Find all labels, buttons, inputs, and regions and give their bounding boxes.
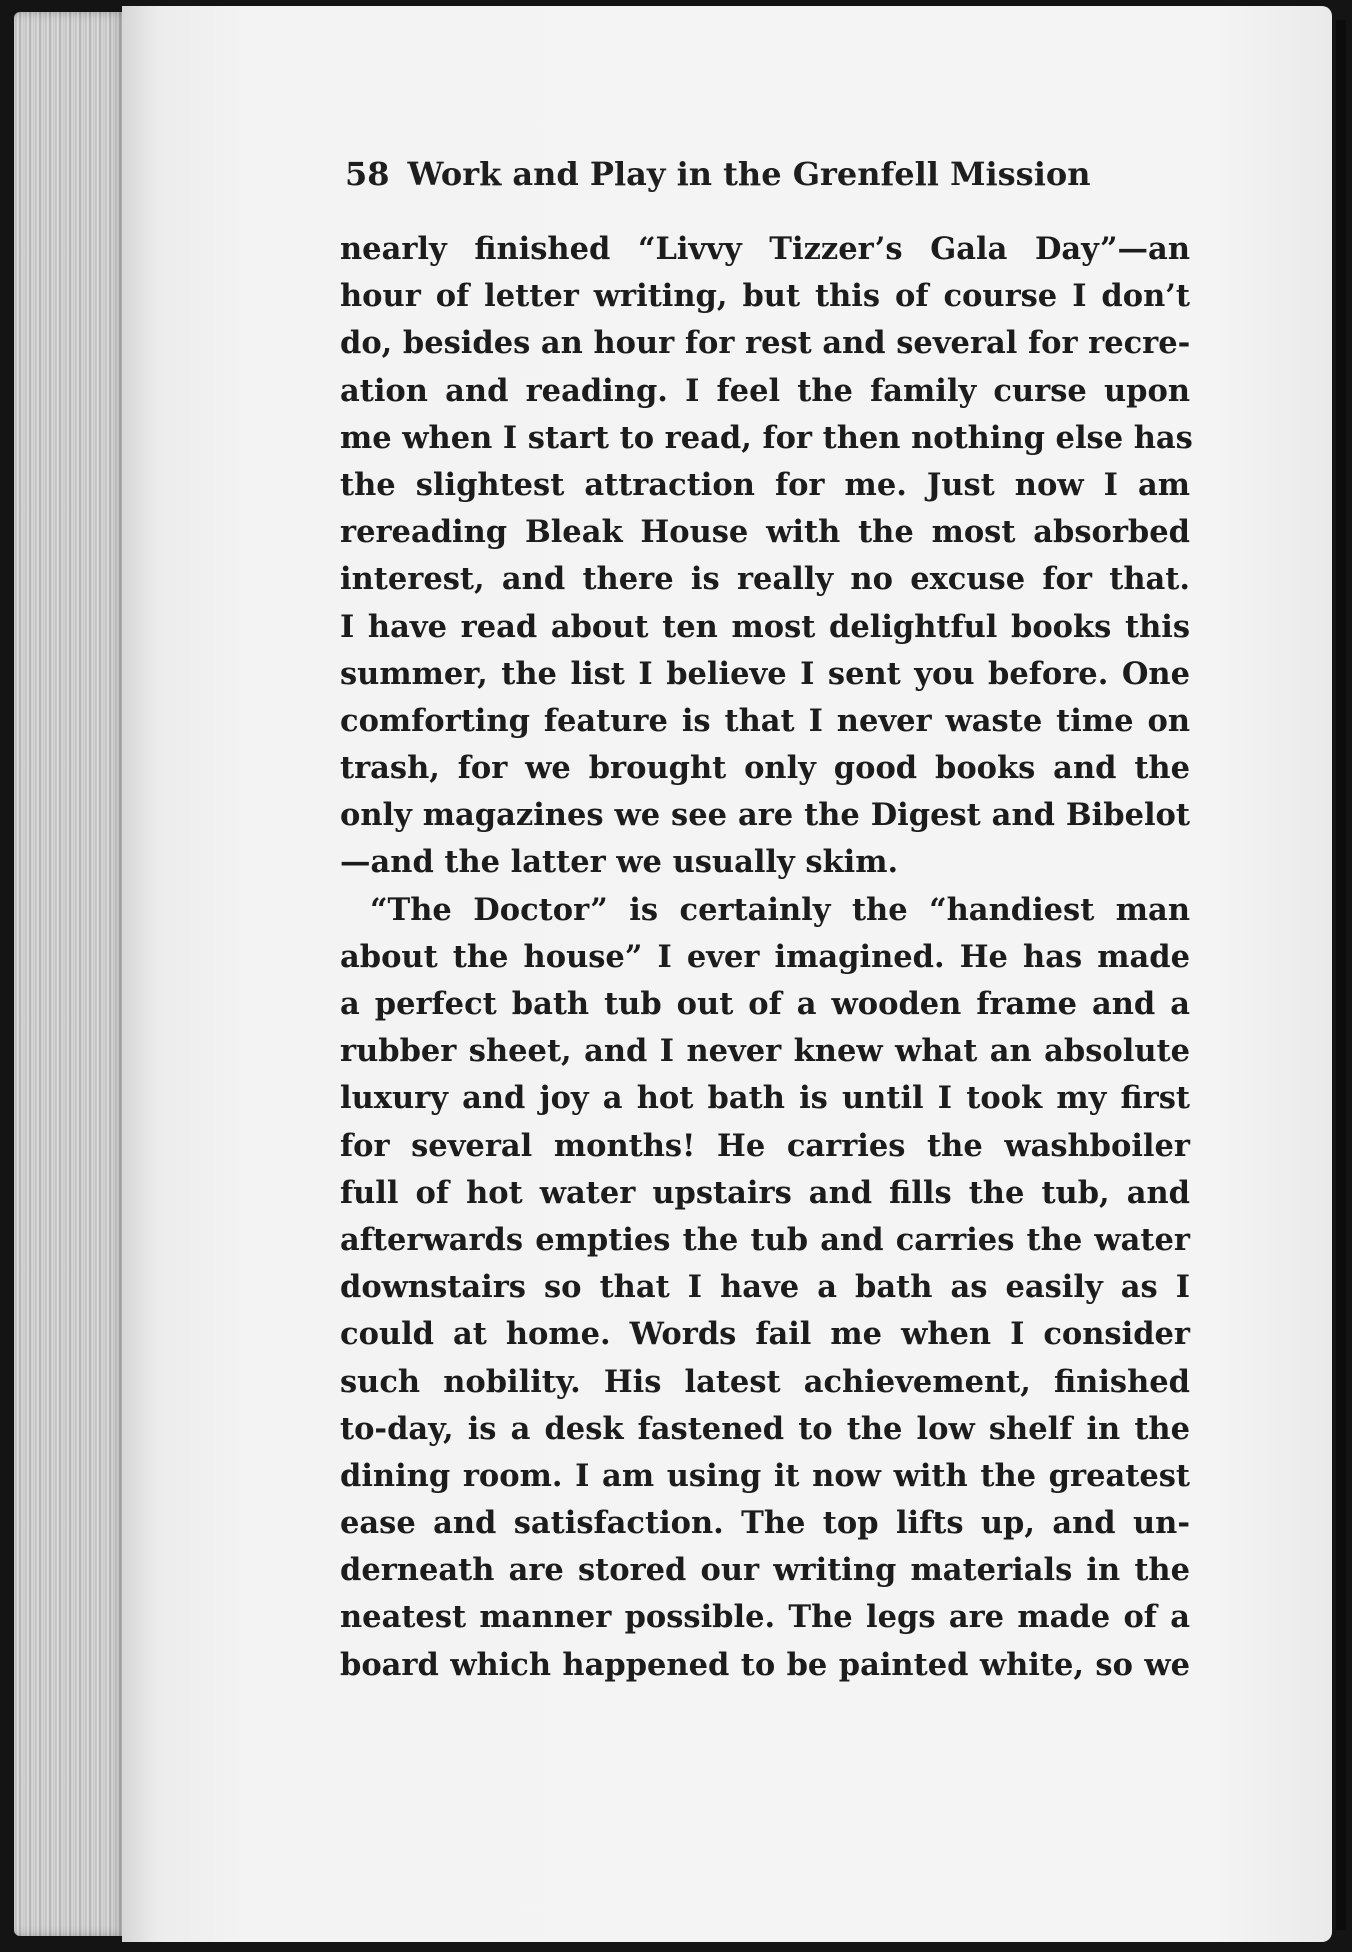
text-line: a perfect bath tub out of a wooden frame and a <box>340 986 1190 1022</box>
text-line: —and the latter we usually skim. <box>340 844 899 881</box>
text-line: ation and reading. I feel the family curse upon <box>340 372 1190 409</box>
text-line: to-day, is a desk fastened to the low shelf in the <box>340 1410 1190 1447</box>
text-line: interest, and there is really no excuse for that. <box>340 561 1190 598</box>
text-line: luxury and joy a hot bath is until I took my first <box>340 1080 1190 1117</box>
text-line: for several months! He carries the washboiler <box>340 1127 1190 1164</box>
text-line: “The Doctor” is certainly the “handiest man <box>370 891 1190 928</box>
text-line: trash, for we brought only good books and the <box>340 750 1190 787</box>
text-line: afterwards empties the tub and carries the water <box>340 1221 1190 1258</box>
text-line: I have read about ten most delightful books this <box>340 608 1190 645</box>
text-line: board which happened to be painted white, so we <box>340 1646 1190 1683</box>
text-line: comforting feature is that I never waste time on <box>340 702 1190 739</box>
text-line: rereading Bleak House with the most absorbed <box>340 514 1190 551</box>
body-text <box>340 226 1193 1689</box>
text-line: derneath are stored our writing materials in the <box>340 1552 1190 1589</box>
book-page-edges <box>14 12 126 1936</box>
text-line: the slightest attraction for me. Just now I am <box>340 466 1190 503</box>
text-line: about the house” I ever imagined. He has made <box>340 938 1190 975</box>
paragraph-1 <box>340 226 1193 887</box>
text-line: could at home. Words fail me when I consider <box>340 1316 1190 1353</box>
text-line: me when I start to read, for then nothing else has <box>340 419 1193 456</box>
running-title: Work and Play in the Grenfell Mission <box>407 155 1091 193</box>
text-line: full of hot water upstairs and fills the tub, and <box>340 1174 1190 1211</box>
text-line: such nobility. His latest achievement, finished <box>340 1363 1190 1400</box>
page-number: 58 <box>345 155 390 193</box>
text-line: dining room. I am using it now with the greatest <box>340 1457 1190 1494</box>
text-line: neatest manner possible. The legs are made of a <box>340 1599 1190 1636</box>
page-right-border <box>1336 20 1346 1930</box>
text-line: rubber sheet, and I never knew what an absolute <box>340 1033 1190 1070</box>
text-line: do, besides an hour for rest and several for recre- <box>340 325 1191 362</box>
text-line: nearly finished “Livvy Tizzer’s Gala Day”—an <box>340 231 1190 267</box>
text-line: only magazines we see are the Digest and Bibelot <box>340 797 1190 834</box>
paragraph-2 <box>340 887 1190 1689</box>
text-line: ease and satisfaction. The top lifts up, and un- <box>340 1505 1190 1542</box>
text-line: downstairs so that I have a bath as easily as I <box>340 1269 1190 1306</box>
text-line: summer, the list I believe I sent you before. One <box>340 655 1190 692</box>
running-header <box>345 155 1125 193</box>
text-line: hour of letter writing, but this of course I don’t <box>340 278 1190 315</box>
